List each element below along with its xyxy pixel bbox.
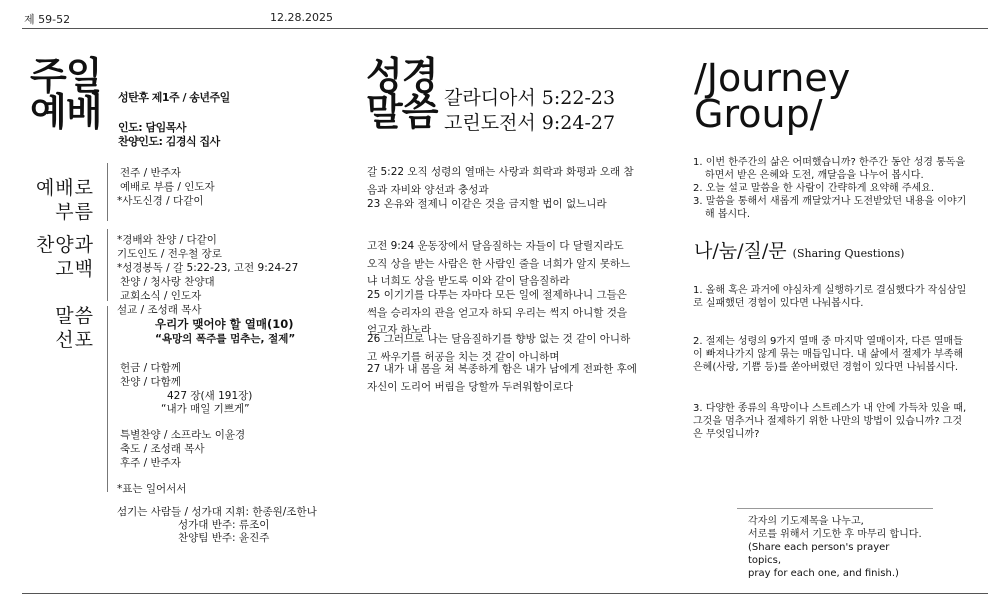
section-line-praise (107, 229, 108, 301)
sermon-subtitle: “욕망의 폭주를 멈추는, 절제” (155, 333, 296, 345)
order-choir: 찬양 / 청사랑 찬양대 (120, 276, 215, 288)
scripture-title: 성경 말씀 (366, 54, 438, 134)
journey-questions (693, 156, 969, 221)
journey-question: 1. 이번 한주간의 삶은 어떠했습니까? 한주간 동안 성경 통독을 하면서 받은 은혜와 도전, 깨달음을 나누어 봅시다. (693, 157, 966, 181)
order-prelude: 전주 / 반주자 (120, 167, 181, 179)
passage-corinthians-26: 26 그러므로 나는 달음질하기를 향방 없는 것 같이 아니하고 싸우기를 허공을 치는 것 같이 아니하며 (367, 333, 631, 363)
passage-corinthians-25: 25 이기기를 다투는 자마다 모든 일에 절제하나니 그들은 썩을 승리자의 관을 얻고자 하되 우리는 썩지 아니할 것을 얻고자 하노라 (367, 289, 627, 336)
section-label-praise: 찬양과 고백 (35, 234, 94, 280)
prayer-instructions: 각자의 기도제목을 나누고, 서로를 위해서 기도한 후 마무리 합니다. (Share each person's prayer topics, pray for each one, and finish.) (748, 516, 922, 579)
passage-galatians-23: 23 온유와 절제니 이같은 것을 금지할 법이 없느니라 (367, 198, 607, 210)
worship-leader: 인도: 담임목사 (118, 121, 186, 134)
sharing-question-3: 3. 다양한 종류의 욕망이나 스트레스가 내 안에 가득차 있을 때, 그것을 멈추거나 절제하기 위한 나만의 방법이 있습니까? 그것은 무엇입니까? (693, 403, 967, 440)
sermon-title: 우리가 맺어야 할 열매(10) (155, 317, 294, 331)
servers-line3: 찬양팀 반주: 윤진주 (178, 532, 270, 544)
hymn-title: “내가 매일 기쁘게” (161, 403, 250, 415)
order-benediction: 축도 / 조성래 목사 (120, 443, 205, 455)
section-line-word (107, 306, 108, 492)
sharing-questions-heading: 나/눔/질/문 (Sharing Questions) (694, 240, 905, 262)
standing-note: *표는 일어서서 (117, 483, 187, 495)
scripture-ref-2: 고린도전서 9:24-27 (444, 112, 616, 134)
sharing-question-2: 2. 절제는 성령의 9가지 열매 중 마지막 열매이자, 다른 열매들이 빠져나가지 않게 묶는 매듭입니다. 내 삶에서 절제가 부족해 은혜(사랑, 기쁨 등)를 쏟아버렸던 경험이 있다면 나눠봅시다. (693, 336, 964, 373)
issue-number: 제 59-52 (24, 13, 71, 26)
order-news: 교회소식 / 인도자 (120, 290, 202, 302)
passage-corinthians-27: 27 내가 내 몸을 쳐 복종하게 함은 내가 남에게 전파한 후에 자신이 도리어 버림을 당할까 두려워함이로다 (367, 363, 637, 393)
worship-subtitle: 성탄후 제1주 / 송년주일 (118, 91, 230, 104)
servers-line1: 섬기는 사람들 / 성가대 지휘: 한종원/조한나 (117, 506, 317, 518)
section-label-word: 말씀 선포 (55, 305, 94, 351)
order-praise: *경배와 찬양 / 다같이 (117, 234, 217, 246)
order-sermon: 설교 / 조성래 목사 (117, 304, 202, 316)
order-reading: *성경봉독 / 갈 5:22-23, 고전 9:24-27 (117, 262, 299, 274)
prayer-divider (737, 508, 933, 509)
sharing-question-1: 1. 올해 혹은 과거에 야심차게 실행하기로 결심했다가 작심삼일로 실패했던 경험이 있다면 나눠봅시다. (693, 285, 967, 309)
order-offering: 헌금 / 다함께 (120, 362, 181, 374)
bulletin-date: 12.28.2025 (270, 11, 333, 24)
journey-question: 3. 말씀을 통해서 새롭게 깨달았거나 도전받았던 내용을 이야기해 봅시다. (693, 196, 967, 220)
praise-leader: 찬양인도: 김경식 집사 (118, 135, 220, 148)
order-postlude: 후주 / 반주자 (120, 457, 181, 469)
order-hymn: 찬양 / 다함께 (120, 376, 181, 388)
worship-title: 주일 예배 (30, 54, 102, 134)
order-prayer: 기도인도 / 전우철 장로 (117, 248, 222, 260)
top-divider (22, 28, 988, 29)
bottom-divider (22, 593, 988, 594)
section-label-call: 예배로 부름 (35, 177, 94, 223)
scripture-ref-1: 갈라디아서 5:22-23 (444, 87, 616, 109)
section-line-call (107, 163, 108, 221)
passage-galatians-22: 갈 5:22 오직 성령의 열매는 사랑과 희락과 화평과 오래 참음과 자비와 양선과 충성과 (367, 166, 634, 196)
scripture-references (444, 86, 615, 136)
hymn-number: 427 장(새 191장) (167, 390, 253, 402)
passage-corinthians-24: 고전 9:24 운동장에서 달음질하는 자들이 다 달릴지라도 오직 상을 받는 사람은 한 사람인 줄을 너희가 알지 못하느냐 너희도 상을 받도록 이와 같이 달음질하라 (367, 240, 631, 287)
order-special: 특별찬양 / 소프라노 이윤경 (120, 429, 246, 441)
order-call: 예배로 부름 / 인도자 (120, 181, 215, 193)
order-creed: *사도신경 / 다같이 (117, 195, 204, 207)
journey-group-title: /Journey Group/ (694, 56, 851, 136)
servers-line2: 성가대 반주: 류조이 (178, 519, 270, 531)
journey-question: 2. 오늘 설교 말씀을 한 사람이 간략하게 요약해 주세요. (693, 183, 935, 194)
